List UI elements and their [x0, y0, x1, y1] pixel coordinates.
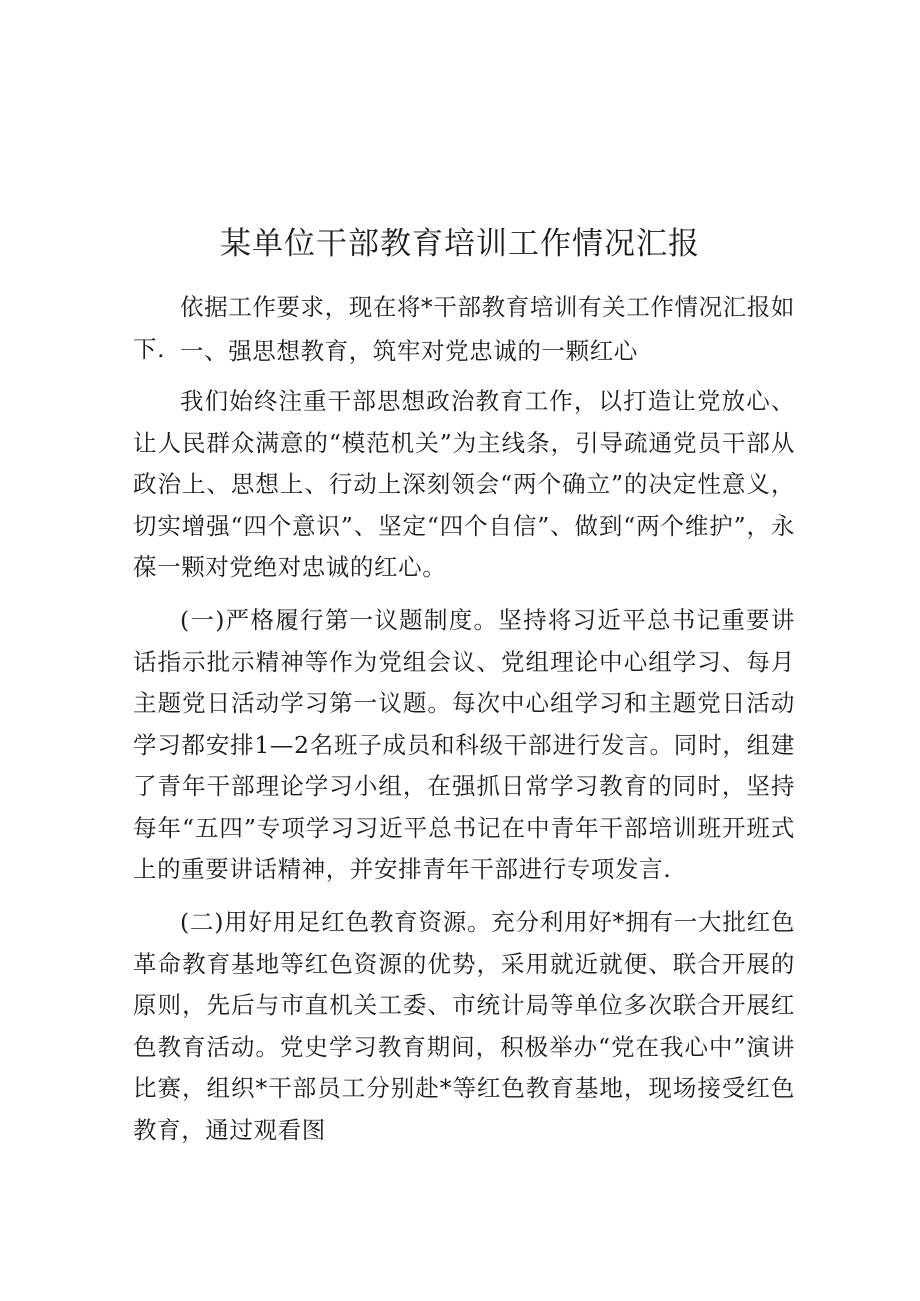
- section-1-body-paragraph: 我们始终注重干部思想政治教育工作，以打造让党放心、让人民群众满意的“模范机关”为主线条，引导疏通党员干部从政治上、思想上、行动上深刻领会“两个确立”的决定性意义，切实增强“四个意识”、坚定“四个自信”、做到“两个维护”，永葆一颗对党绝对忠诚的红心。: [133, 387, 795, 581]
- subsection-2-paragraph: (二)用好用足红色教育资源。充分利用好*拥有一大批红色革命教育基地等红色资源的优势，采用就近就便、联合开展的原则，先后与市直机关工委、市统计局等单位多次联合开展红色教育活动。党史学习教育期间，积极举办“党在我心中”演讲比赛，组织*干部员工分别赴*等红色教育基地，现场接受红色教育，通过观看图: [133, 908, 795, 1144]
- subsection-1-paragraph: (一)严格履行第一议题制度。坚持将习近平总书记重要讲话指示批示精神等作为党组会议、党组理论中心组学习、每月主题党日活动学习第一议题。每次中心组学习和主题党日活动学习都安排1—2名班子成员和科级干部进行发言。同时，组建了青年干部理论学习小组，在强抓日常学习教育的同时，坚持每年“五四”专项学习习近平总书记在中青年干部培训班开班式上的重要讲话精神，并安排青年干部进行专项发言.: [133, 606, 795, 883]
- section-heading-1: 一、强思想教育，筑牢对党忠诚的一颗红心: [180, 337, 638, 365]
- document-title: 某单位干部教育培训工作情况汇报: [220, 226, 700, 262]
- intro-paragraph: 依据工作要求，现在将*干部教育培训有关工作情况汇报如下.: [133, 293, 795, 363]
